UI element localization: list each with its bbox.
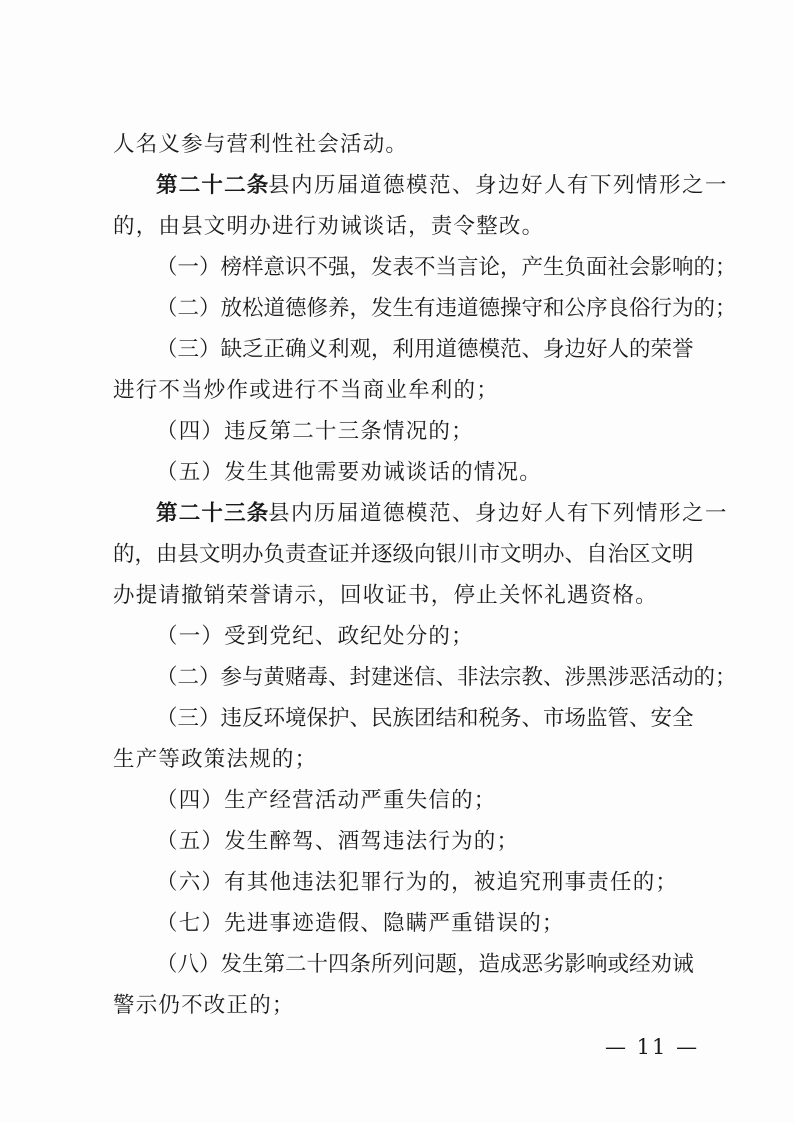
text-line-16: 生产等政策法规的； (113, 747, 318, 772)
text-line-6: （三）缺乏正确义利观，利用道德模范、身边好人的荣誉 (156, 337, 694, 362)
text-line-3: 的，由县文明办进行劝诫谈话，责令整改。 (113, 214, 545, 239)
text-line-10: 县内历届道德模范、身边好人有下列情形之一 (268, 501, 729, 526)
text-line-11: 的，由县文明办负责查证并逐级向银川市文明办、自治区文明 (113, 542, 694, 567)
text-line-2: 县内历届道德模范、身边好人有下列情形之一 (268, 173, 729, 198)
text-line-15: （三）违反环境保护、民族团结和税务、市场监管、安全 (156, 706, 694, 731)
text-line-9: （五）发生其他需要劝诫谈话的情况。 (156, 460, 542, 485)
article-22-heading: 第二十二条 (156, 173, 270, 198)
text-line-7: 进行不当炒作或进行不当商业牟利的； (113, 378, 499, 403)
text-line-12: 办提请撤销荣誉请示，回收证书，停止关怀礼遇资格。 (113, 583, 658, 608)
page-number: — 11 — (605, 1035, 700, 1059)
text-line-22: 警示仍不改正的； (113, 993, 295, 1018)
text-line-18: （五）发生醉驾、酒驾违法行为的； (156, 829, 520, 854)
text-line-5: （二）放松道德修养，发生有违道德操守和公序良俗行为的； (156, 296, 737, 321)
text-line-17: （四）生产经营活动严重失信的； (156, 788, 497, 813)
text-line-20: （七）先进事迹造假、隐瞒严重错误的； (156, 911, 565, 936)
article-23-heading: 第二十三条 (156, 501, 270, 526)
text-line-13: （一）受到党纪、政纪处分的； (156, 624, 474, 649)
text-line-1: 人名义参与营利性社会活动。 (113, 132, 409, 157)
text-line-14: （二）参与黄赌毒、封建迷信、非法宗教、涉黑涉恶活动的； (156, 665, 737, 690)
text-line-21: （八）发生第二十四条所列问题，造成恶劣影响或经劝诫 (156, 952, 694, 977)
text-line-8: （四）违反第二十三条情况的； (156, 419, 474, 444)
text-line-4: （一）榜样意识不强，发表不当言论，产生负面社会影响的； (156, 255, 737, 280)
text-line-19: （六）有其他违法犯罪行为的，被追究刑事责任的； (156, 870, 679, 895)
